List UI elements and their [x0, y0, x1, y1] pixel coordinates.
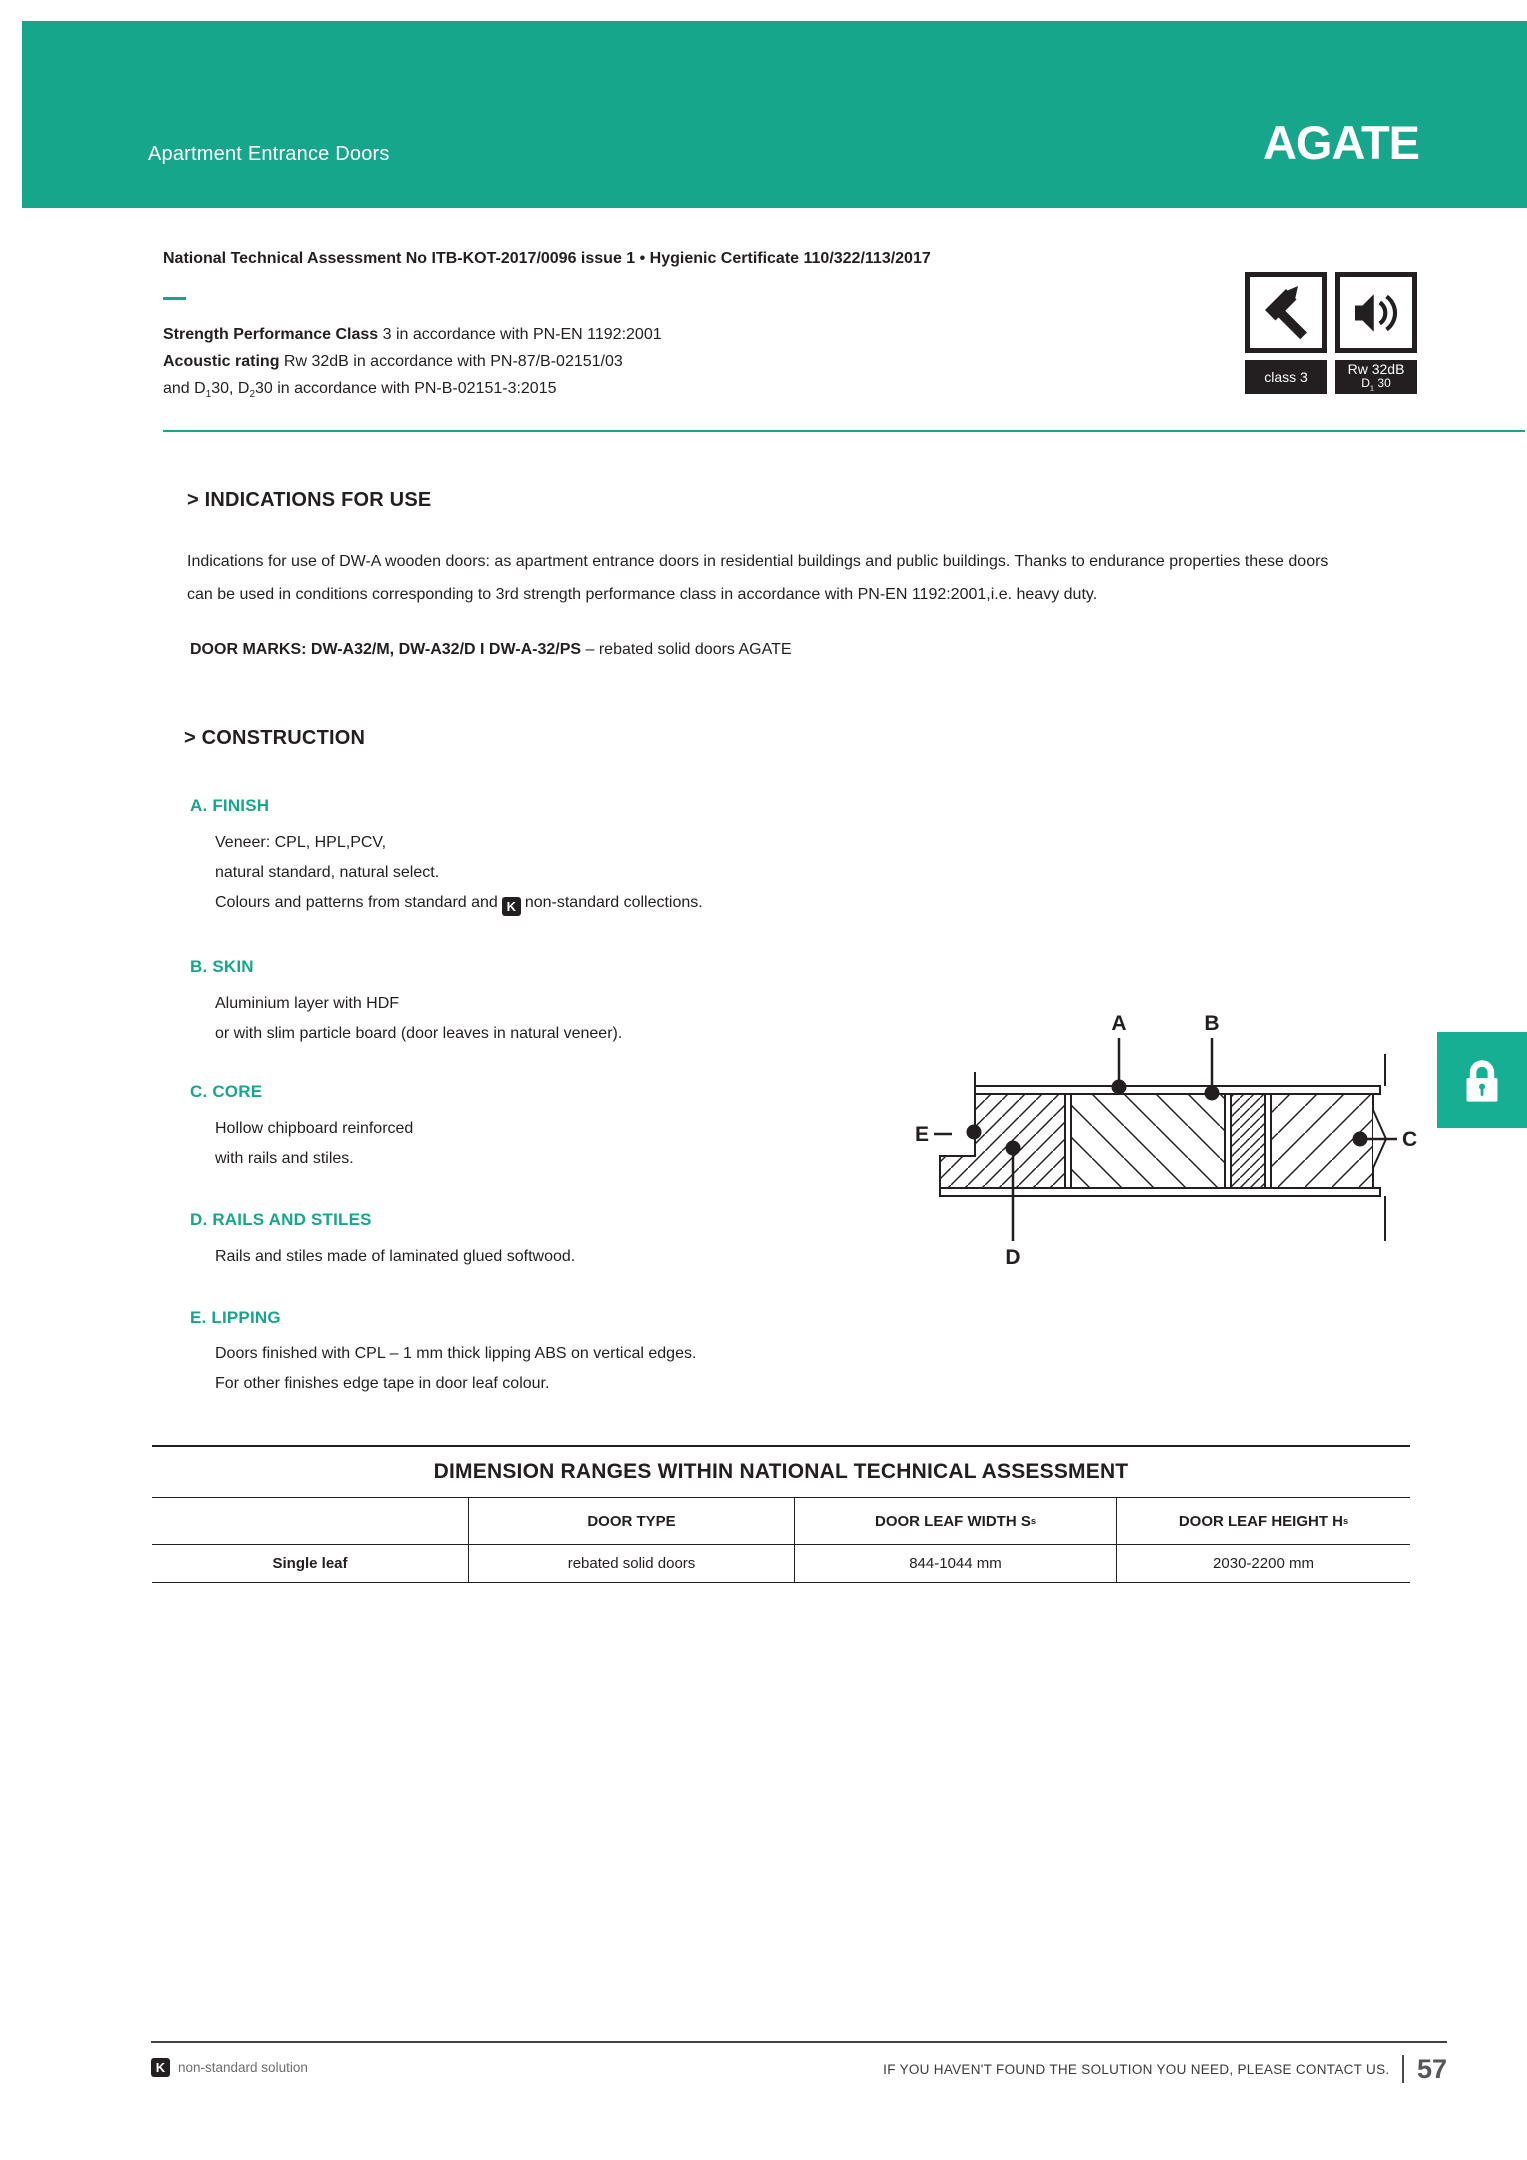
indications-heading: > INDICATIONS FOR USE: [187, 489, 432, 511]
diagram-bottom-skin: [940, 1188, 1380, 1196]
diagram-point-d: [1006, 1141, 1021, 1156]
footer-rule: [151, 2041, 1447, 2043]
lipping-line1: Doors finished with CPL – 1 mm thick lipping ABS on vertical edges.: [215, 1345, 697, 1362]
lipping-title: E. LIPPING: [190, 1308, 281, 1327]
header-band: [22, 21, 1527, 208]
header-cell-door-type: DOOR TYPE: [468, 1498, 794, 1544]
diagram-label-a: A: [1111, 1012, 1127, 1035]
dimension-table: [152, 1445, 1410, 1583]
padlock-icon: [1459, 1055, 1505, 1105]
security-lock-tile: [1437, 1032, 1527, 1128]
acoustic-badge-label: Rw 32dB $D_1$ 30: [1335, 360, 1417, 394]
finish-line1: Veneer: CPL, HPL,PCV,: [215, 834, 387, 851]
indications-body-line1: Indications for use of DW-A wooden doors: as apartment entrance doors in residential buildings and public buildings. Thanks to endurance properties these doors: [187, 553, 1329, 570]
skin-line2: or with slim particle board (door leaves in natural veneer).: [215, 1025, 623, 1042]
core-line1: Hollow chipboard reinforced: [215, 1120, 414, 1137]
teal-divider-rule: [163, 430, 1525, 432]
skin-title: B. SKIN: [190, 957, 254, 976]
core-line2: with rails and stiles.: [215, 1150, 354, 1167]
footer-contact-text: IF YOU HAVEN'T FOUND THE SOLUTION YOU NEED, PLEASE CONTACT US.: [883, 2061, 1390, 2077]
diagram-core-block: [1071, 1094, 1225, 1188]
footer-legend: [151, 2058, 308, 2077]
acoustic-rating-line: [163, 353, 623, 371]
k-brand-icon: K: [151, 2058, 170, 2077]
indications-body-line2: can be used in conditions corresponding to 3rd strength performance class in accordance with PN-EN 1192:2001,i.e. heavy duty.: [187, 586, 1098, 603]
door-marks-codes: DOOR MARKS: DW-A32/M, DW-A32/D I DW-A-32/PS: [190, 641, 582, 658]
acoustic-rating-label: Acoustic rating: [163, 353, 280, 370]
diagram-skin-support-block: [1231, 1094, 1265, 1188]
diagram-stile-block: [940, 1094, 1065, 1188]
certification-line: National Technical Assessment No ITB-KOT-2017/0096 issue 1 • Hygienic Certificate 110/322/113/2017: [163, 250, 931, 267]
strength-class-label: Strength Performance Class: [163, 326, 379, 343]
diagram-point-b: [1205, 1086, 1220, 1101]
diagram-point-c: [1353, 1132, 1368, 1147]
finish-line2: natural standard, natural select.: [215, 864, 440, 881]
diagram-label-b: B: [1204, 1012, 1220, 1035]
page-number: 57: [1416, 2053, 1447, 2084]
door-marks-desc: – rebated solid doors AGATE: [581, 641, 792, 658]
acoustic-standard-line: and $D_130$, $D_230$ in accordance with PN-B-02151-3:2015: [163, 380, 557, 401]
hammer-icon: [1259, 286, 1313, 340]
dimension-table-data-row: [152, 1545, 1410, 1583]
cell-door-type: rebated solid doors: [468, 1545, 794, 1582]
k-brand-icon: K: [502, 897, 521, 916]
rails-line1: Rails and stiles made of laminated glued softwood.: [215, 1248, 576, 1265]
footer-divider: [1402, 2055, 1404, 2083]
strength-badge-label: class 3: [1245, 360, 1327, 394]
footer-contact-block: [883, 2050, 1447, 2088]
page-category: Apartment Entrance Doors: [148, 143, 390, 165]
cell-leaf-type: Single leaf: [272, 1555, 348, 1572]
lipping-line2: For other finishes edge tape in door leaf colour.: [215, 1375, 550, 1392]
product-title: AGATE: [1262, 116, 1419, 169]
diagram-top-skin: [975, 1086, 1380, 1094]
cell-leaf-width: 844-1044 mm: [794, 1545, 1116, 1582]
header-cell-leaf-width: DOOR LEAF WIDTH S s: [794, 1498, 1116, 1544]
header-cell-leaf-height: DOOR LEAF HEIGHT H s: [1116, 1498, 1410, 1544]
skin-line1: Aluminium layer with HDF: [215, 995, 400, 1012]
speaker-icon: [1349, 288, 1403, 338]
construction-heading: > CONSTRUCTION: [184, 727, 366, 749]
strength-class-value: 3 in accordance with PN-EN 1192:2001: [378, 326, 662, 343]
finish-title: A. FINISH: [190, 796, 270, 815]
acoustic-badge: [1335, 272, 1417, 353]
diagram-point-a: [1112, 1080, 1127, 1095]
door-marks-line: [190, 641, 792, 659]
strength-class-line: [163, 326, 662, 344]
diagram-label-e: E: [914, 1123, 930, 1146]
door-cross-section-diagram: [900, 998, 1445, 1283]
diagram-label-d: D: [1005, 1246, 1021, 1269]
diagram-point-e: [967, 1125, 982, 1140]
acoustic-rating-value: Rw 32dB in accordance with PN-87/B-02151/03: [279, 353, 623, 370]
finish-line3: Colours and patterns from standard and K non-standard collections.: [215, 894, 703, 914]
diagram-label-c: C: [1402, 1128, 1418, 1151]
cell-leaf-height: 2030-2200 mm: [1116, 1545, 1410, 1582]
header-cell-empty: [152, 1498, 468, 1544]
core-title: C. CORE: [190, 1082, 263, 1101]
dimension-table-header-row: [152, 1498, 1410, 1545]
dimension-table-title: DIMENSION RANGES WITHIN NATIONAL TECHNICAL ASSESSMENT: [152, 1447, 1410, 1498]
teal-dash: [163, 297, 186, 300]
strength-badge: [1245, 272, 1327, 353]
footer-legend-text: non-standard solution: [178, 2060, 308, 2075]
rails-title: D. RAILS AND STILES: [190, 1210, 372, 1229]
